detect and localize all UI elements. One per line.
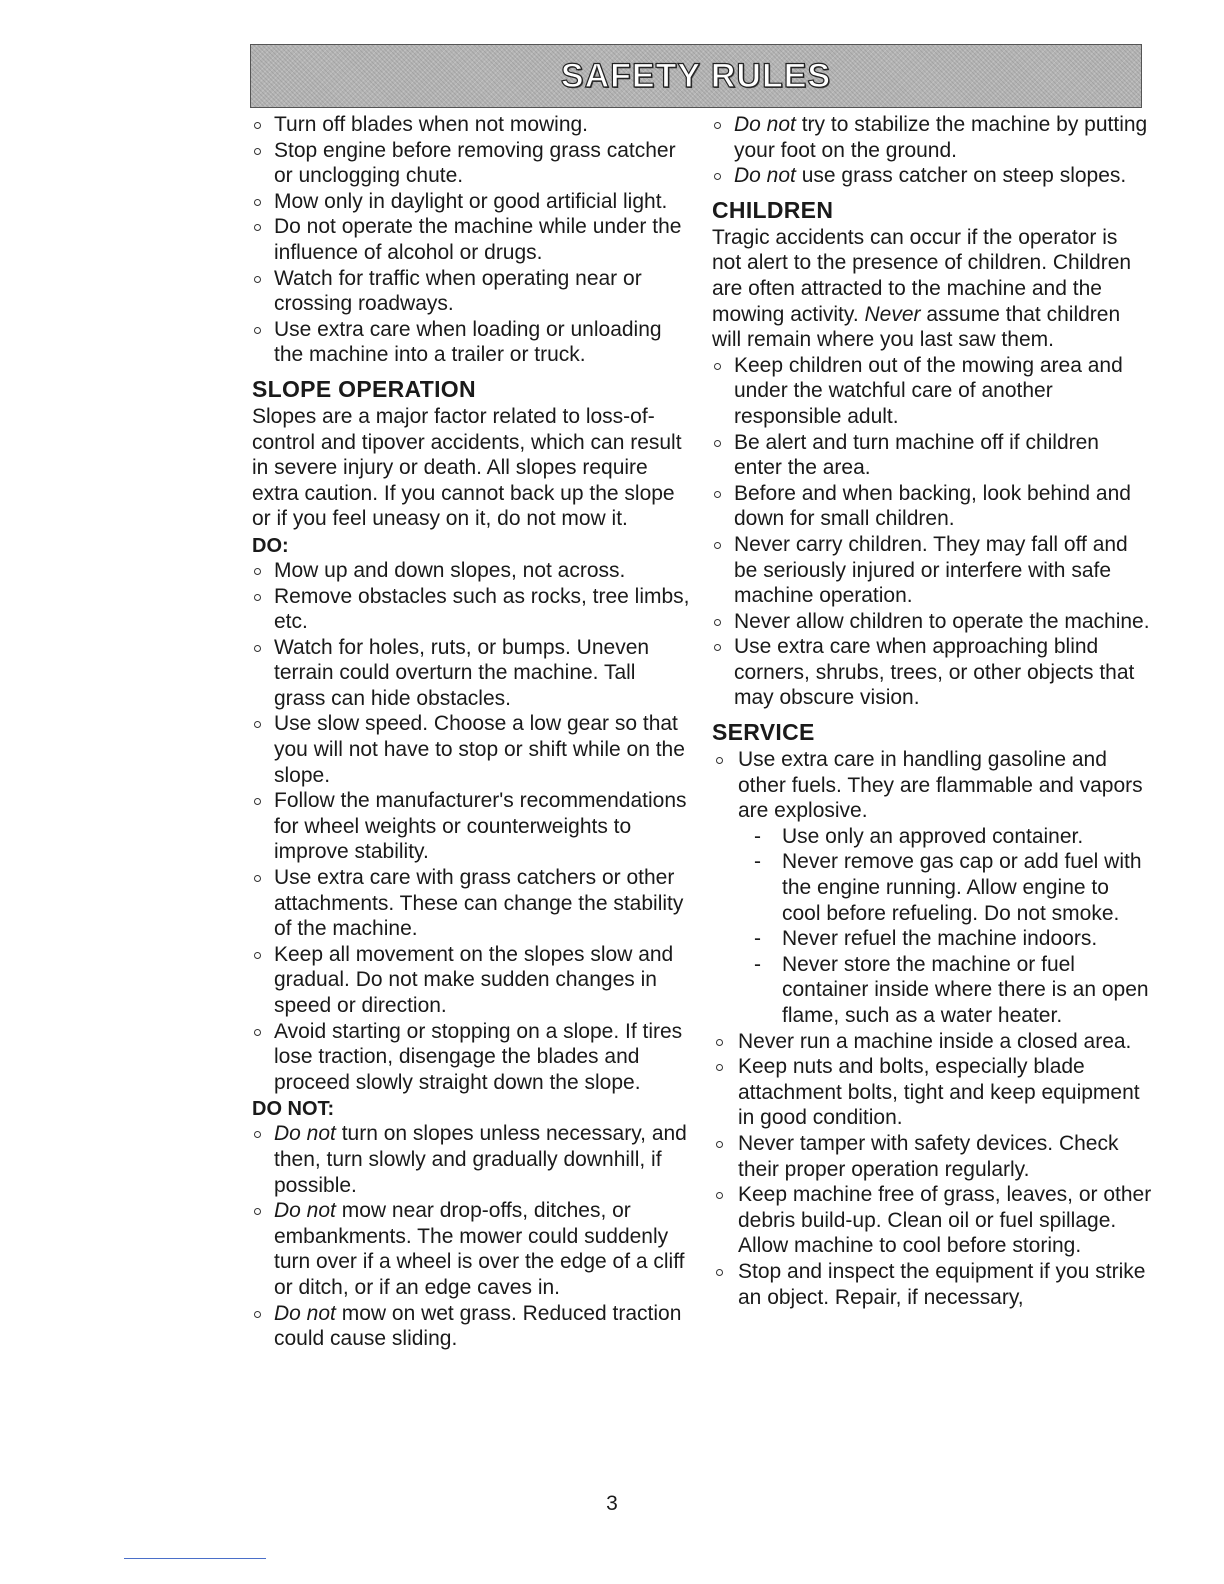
list-item: Turn off blades when not mowing. [252, 112, 692, 138]
list-item: Do not turn on slopes unless necessary, and then, turn slowly and gradually downhill, if possible. [252, 1121, 692, 1198]
list-item: Never run a machine inside a closed area. [712, 1029, 1152, 1055]
list-item: Watch for traffic when operating near or crossing roadways. [252, 266, 692, 317]
right-column [712, 112, 1152, 1310]
do-not-prefix: Do not [734, 164, 796, 188]
do-not-prefix: Do not [734, 113, 796, 136]
list-item: Use extra care when loading or unloading the machine into a trailer or truck. [252, 317, 692, 368]
list-item: Never carry children. They may fall off and be seriously injured or interfere with safe machine operation. [712, 532, 1152, 609]
intro-list [252, 112, 692, 368]
sub-list-item: - Never remove gas cap or add fuel with the engine running. Allow engine to cool before refueling. Do not smoke. [712, 849, 1152, 926]
list-item: Be alert and turn machine off if children enter the area. [712, 430, 1152, 481]
slope-operation-heading: SLOPE OPERATION [252, 375, 476, 402]
sub-list-item: - Never store the machine or fuel container inside where there is an open flame, such as a water heater. [712, 952, 1152, 1029]
children-text: Tragic accidents can occur if the operator is not alert to the presence of children. Children are often attracted to the machine and the mowing activity. Never assume that children will remain where you last saw them. [712, 225, 1132, 352]
list-item: Stop engine before removing grass catcher or unclogging chute. [252, 138, 692, 189]
list-item: Keep all movement on the slopes slow and gradual. Do not make sudden changes in speed or direction. [252, 942, 692, 1019]
do-not-list [252, 1121, 692, 1351]
slope-operation-text: Slopes are a major factor related to loss-of-control and tipover accidents, which can result in severe injury or death. All slopes require extra caution. If you cannot back up the slope or if you feel uneasy on it, do not mow it. [252, 404, 682, 531]
list-item: Watch for holes, ruts, or bumps. Uneven terrain could overturn the machine. Tall grass can hide obstacles. [252, 635, 692, 712]
do-list [252, 558, 692, 1095]
list-item: Use slow speed. Choose a low gear so that you will not have to stop or shift while on the slope. [252, 711, 692, 788]
list-item: Follow the manufacturer's recommendations for wheel weights or counterweights to improve stability. [252, 788, 692, 865]
page-number: 3 [606, 1492, 618, 1515]
list-item: Do not use grass catcher on steep slopes. [712, 163, 1152, 189]
children-heading: CHILDREN [712, 196, 834, 223]
sub-list-item: - Use only an approved container. [712, 824, 1152, 850]
sub-list-item: - Never refuel the machine indoors. [712, 926, 1152, 952]
list-item: Never tamper with safety devices. Check their proper operation regularly. [712, 1131, 1152, 1182]
list-item: Do not mow on wet grass. Reduced traction could cause sliding. [252, 1301, 692, 1352]
footer-rule [124, 1558, 266, 1559]
list-item: Mow only in daylight or good artificial light. [252, 189, 692, 215]
service-list [712, 747, 1152, 1310]
list-item: Stop and inspect the equipment if you strike an object. Repair, if necessary, [712, 1259, 1152, 1310]
list-item: Use extra care with grass catchers or other attachments. These can change the stability of the machine. [252, 865, 692, 942]
list-item: Use extra care when approaching blind corners, shrubs, trees, or other objects that may obscure vision. [712, 634, 1152, 711]
left-column [252, 112, 692, 1352]
list-item: Remove obstacles such as rocks, tree limbs, etc. [252, 584, 692, 635]
list-item: Keep children out of the mowing area and under the watchful care of another responsible adult. [712, 353, 1152, 430]
list-item: Do not mow near drop-offs, ditches, or embankments. The mower could suddenly turn over if a wheel is over the edge of a cliff or ditch, or if an edge caves in. [252, 1198, 692, 1300]
list-item: Never allow children to operate the machine. [712, 609, 1152, 635]
list-item: Avoid starting or stopping on a slope. If tires lose traction, disengage the blades and proceed slowly straight down the slope. [252, 1019, 692, 1096]
page-title: SAFETY RULES [560, 56, 832, 95]
list-item: Do not operate the machine while under the influence of alcohol or drugs. [252, 214, 692, 265]
do-not-list-continued [712, 112, 1152, 189]
list-item: Before and when backing, look behind and down for small children. [712, 481, 1152, 532]
list-item: Keep machine free of grass, leaves, or other debris build-up. Clean oil or fuel spillage. Allow machine to cool before storing. [712, 1182, 1152, 1259]
safety-rules-banner [250, 44, 1142, 108]
service-heading: SERVICE [712, 719, 815, 746]
list-item: Use extra care in handling gasoline and other fuels. They are flammable and vapors are explosive. [712, 747, 1152, 824]
list-item: Mow up and down slopes, not across. [252, 558, 692, 584]
list-item: Do not try to stabilize the machine by putting your foot on the ground. [712, 112, 1152, 163]
list-item: Keep nuts and bolts, especially blade attachment bolts, tight and keep equipment in good condition. [712, 1054, 1152, 1131]
do-not-prefix: Do not [274, 1122, 336, 1146]
do-not-heading: DO NOT: [252, 1098, 335, 1121]
do-not-prefix: Do not [274, 1301, 336, 1325]
do-not-prefix: Do not [274, 1199, 336, 1223]
do-heading: DO: [252, 534, 289, 557]
children-list [712, 353, 1152, 711]
